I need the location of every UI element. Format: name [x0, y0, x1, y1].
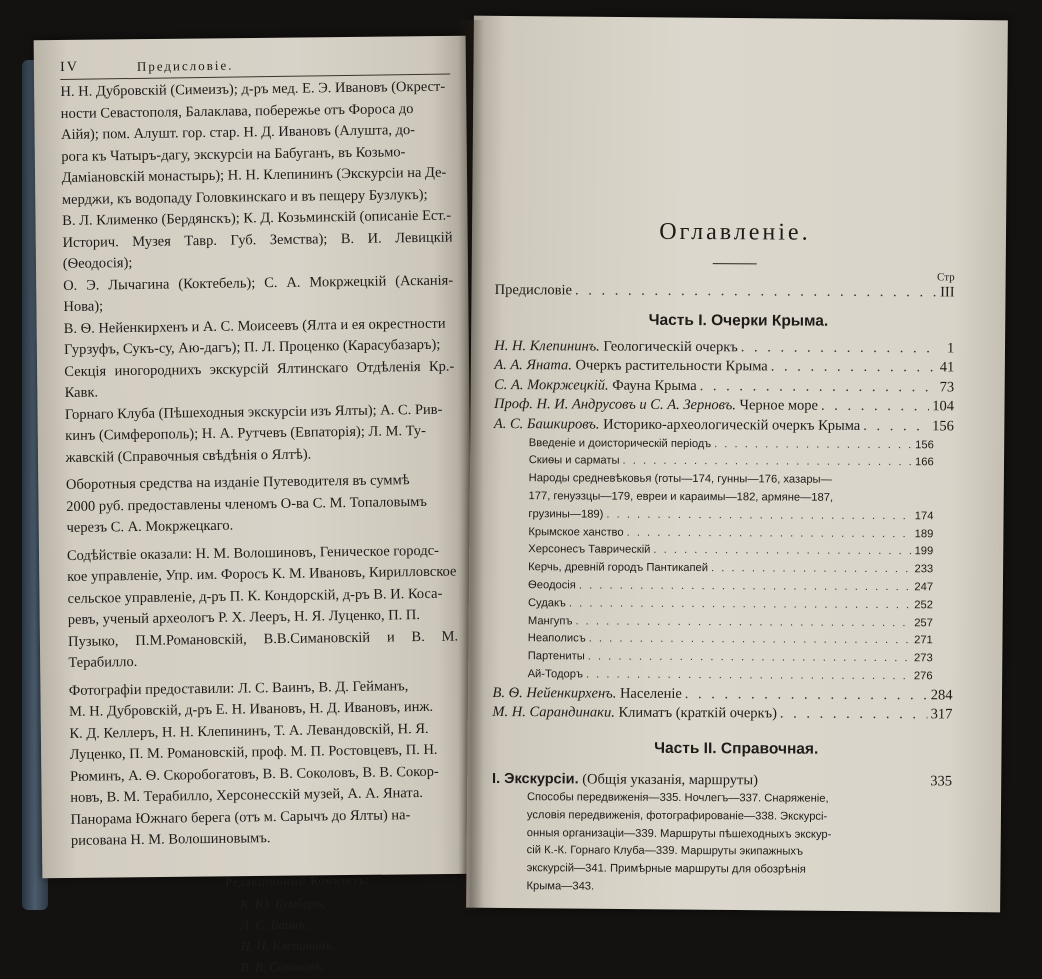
committee-member: В. В. Соколовъ.	[241, 953, 463, 977]
photos-line: новъ, В. М. Терабилло, Херсонесскій музей, А. А. Яната.	[70, 782, 460, 809]
preface-line: Секція иногороднихъ экскурсій Ялтинскаго Отдѣленія Кр.-Кавк.	[64, 356, 455, 404]
toc-entry[interactable]	[529, 435, 934, 455]
assistance-line: Пузыко, П.М.Романовскій, В.В.Симановскій и В. М. Терабилло.	[68, 626, 459, 674]
leader-dots	[741, 338, 938, 359]
toc-entry-title: Неаполисъ	[528, 633, 586, 645]
toc-entry-page: III	[940, 283, 955, 303]
toc-entry[interactable]	[528, 542, 933, 562]
preface-text	[60, 77, 461, 853]
funding-line: черезъ С. А. Мокржецкаго.	[66, 513, 456, 540]
toc-entry-author: В. Ѳ. Нейенкирхенъ.	[492, 685, 616, 702]
excursions-description-line: онныя организаціи—339. Маршруты пѣшеходныхъ экскур-	[527, 825, 952, 845]
toc-entry-page: 252	[914, 597, 933, 615]
toc-entry[interactable]	[529, 470, 934, 490]
leader-dots	[586, 666, 911, 685]
title-rule	[713, 263, 757, 264]
preface-line: Гурзуфъ, Сукъ-су, Аю-дагъ); П. Л. Проценко (Карасубазаръ);	[64, 335, 454, 362]
toc-entry-title: грузины—189)	[528, 508, 603, 520]
toc-entry-title: Очеркъ растительности Крыма	[576, 358, 768, 375]
preface-line: В. Л. Клименко (Бердянскъ); К. Д. Козьминскій (описаніе Ест.-	[62, 206, 452, 233]
toc-entries	[492, 684, 952, 726]
preface-line: Историч. Музея Тавр. Губ. Земства); В. И. Левицкій (Ѳеодосія);	[62, 227, 453, 275]
preface-line: В. Ѳ. Нейенкирхенъ и А. С. Моисеевъ (Ялта и ея окрестности	[64, 313, 454, 340]
toc-entry-title: Климатъ (краткій очеркъ)	[618, 705, 777, 722]
book-gutter	[458, 20, 484, 910]
toc-subentries	[528, 435, 934, 686]
toc-entry[interactable]	[529, 453, 934, 473]
preface-line: жавскій (Справочныя свѣдѣнія о Ялтѣ).	[65, 442, 455, 469]
photos-line: К. Д. Келлеръ, Н. Н. Клепининъ, Т. А. Левандовскій, Н. Я.	[69, 718, 459, 745]
toc-entry-page: 1	[940, 339, 954, 359]
toc-entry-page: 156	[932, 417, 954, 437]
toc-entry[interactable]	[528, 577, 933, 597]
photos-line: Рюминъ, А. Ѳ. Скоробогатовъ, В. В. Соколовъ, В. В. Сокор-	[70, 761, 460, 788]
excursions-label: I. Экскурсіи.	[492, 771, 579, 787]
committee-title: Редакціонный Комитетъ:	[225, 869, 461, 893]
photos-line: Фотографіи предоставили: Л. С. Ваинъ, В. Д. Гейманъ,	[69, 675, 459, 702]
assistance-line: кое управленіе, Упр. им. Форосъ К. М. Ивановъ, Кирилловское	[67, 562, 457, 589]
toc-entry[interactable]	[528, 559, 933, 579]
toc-entry-title: Керчь, древній городъ Пантикапей	[528, 561, 708, 574]
photos-line: Панорама Южнаго берега (отъ м. Сарычъ до Ялты) на-	[70, 804, 460, 831]
excursions-description-line: Способы передвиженія—335. Ночлегъ—337. Снаряженіе,	[527, 789, 952, 809]
preface-line: ности Севастополя, Балаклава, побережье отъ Фороса до	[61, 98, 451, 125]
toc-entry-page: 317	[931, 706, 953, 726]
leader-dots	[606, 506, 911, 525]
toc-entry-author: М. Н. Сарандинаки.	[492, 704, 615, 721]
excursions-description-line: экскурсій—341. Примѣрные маршруты для обозрѣнія	[527, 860, 952, 880]
preface-line: О. Э. Лычагина (Коктебель); С. А. Мокржецкій (Асканія-Нова);	[63, 270, 454, 318]
leader-dots	[575, 613, 911, 633]
toc-entry[interactable]	[528, 631, 933, 651]
leader-dots	[623, 453, 913, 472]
toc-entry-author: С. А. Мокржецкій.	[494, 377, 609, 394]
running-head	[60, 55, 450, 80]
table-of-contents	[491, 218, 955, 898]
leader-dots	[579, 577, 912, 597]
toc-entry[interactable]	[528, 595, 933, 615]
page-column-label: Стр	[495, 269, 955, 283]
left-page-content	[60, 55, 463, 979]
photos-line: рисована Н. М. Волошиновымъ.	[71, 825, 461, 852]
photos-line: М. Н. Дубровскій, д-ръ Е. Н. Ивановъ, Н. Д. Ивановъ, инж.	[69, 696, 459, 723]
assistance-line: Содѣйствіе оказали: Н. М. Волошиновъ, Геническое городс-	[67, 540, 457, 567]
toc-entry-preface[interactable]	[495, 281, 955, 303]
preface-line: Даміановскій монастырь); Н. Н. Клепининъ (Экскурсіи на Де-	[62, 163, 452, 190]
toc-entry[interactable]	[528, 648, 933, 668]
toc-entry-page: 335	[930, 771, 952, 791]
toc-entry-title: Черное море	[739, 398, 818, 414]
left-page-number: IV	[60, 60, 79, 76]
toc-entry-title: Историко-археологическій очеркъ Крыма	[603, 417, 860, 434]
preface-line: рога къ Чатыръ-дагу, экскурсіи на Бабуганъ, въ Козьмо-	[61, 141, 451, 168]
toc-entry[interactable]	[528, 488, 933, 508]
toc-entry[interactable]	[494, 376, 954, 398]
photos-line: Луценко, П. М. Романовскій, проф. М. П. Ростовцевъ, П. Н.	[70, 739, 460, 766]
part-heading: Часть I. Очерки Крыма.	[522, 311, 954, 331]
toc-entry[interactable]	[528, 506, 933, 526]
committee-member: Н. Н. Клепининъ,	[240, 932, 462, 956]
toc-entry-title: Населеніе	[620, 685, 682, 701]
preface-line: кинъ (Симферополь); Н. А. Рутчевъ (Евпаторія); Л. М. Ту-	[65, 421, 455, 448]
toc-entry-title: Фауна Крыма	[612, 377, 696, 393]
toc-entry-title: Судакъ	[528, 597, 566, 609]
toc-entry-page: 41	[940, 359, 955, 379]
leader-dots	[780, 705, 928, 725]
toc-entry[interactable]	[492, 684, 952, 706]
toc-entry-page: 156	[915, 437, 934, 455]
preface-line: Н. Н. Дубровскій (Симеизъ); д-ръ мед. Е. Э. Ивановъ (Окрест-	[60, 77, 450, 104]
leader-dots	[863, 417, 929, 437]
toc-entry-title: Ай-Тодоръ	[528, 668, 583, 680]
toc-entry-page: 104	[932, 398, 954, 418]
leader-dots	[821, 397, 929, 417]
leader-dots	[685, 685, 928, 706]
leader-dots	[588, 649, 911, 668]
toc-entry-page: 73	[940, 378, 955, 398]
leader-dots	[569, 595, 911, 615]
toc-entries	[494, 337, 955, 437]
preface-line: Аійя); пом. Алушт. гор. стар. Н. Д. Ивановъ (Алушта, до-	[61, 120, 451, 147]
running-head-title: Предисловіе.	[137, 58, 234, 75]
excursions-description-line: сій К.-К. Горнаго Клуба—339. Маршруты экипажныхъ	[527, 842, 952, 862]
toc-entry-title: Ѳеодосія	[528, 579, 576, 591]
leader-dots	[575, 281, 937, 302]
toc-entry-title: Народы средневѣковья (готы—174, гунны—176, хазары—	[529, 472, 832, 486]
toc-entry-page: 189	[915, 526, 934, 544]
toc-entry-author: Проф. Н. И. Андрусовъ и С. А. Зерновъ.	[494, 396, 736, 413]
toc-entry-title: 177, генуэзцы—179, евреи и караимы—182, армяне—187,	[529, 490, 834, 504]
toc-entry-page: 199	[915, 544, 934, 562]
toc-entry[interactable]	[494, 395, 954, 417]
funding-line: 2000 руб. предоставлены членомъ О-ва С. М. Топаловымъ	[66, 491, 456, 518]
toc-entry[interactable]	[494, 356, 954, 378]
toc-entry-title: Предисловіе	[495, 281, 572, 301]
toc-entry-title: Скиѳы и сарматы	[529, 455, 620, 467]
leader-dots	[700, 377, 937, 398]
excursions-description-line: условія передвиженія, фотографированіе—338. Экскурсі-	[527, 807, 952, 827]
toc-entry-page: 247	[914, 579, 933, 597]
toc-entry-title: Крымское ханство	[528, 526, 623, 538]
toc-entry-title: Херсонесъ Таврическій	[528, 544, 650, 557]
leader-dots	[653, 542, 911, 561]
committee-member: К. Ю. Бумберъ,	[240, 890, 462, 914]
leader-dots	[771, 358, 937, 378]
toc-entry-title: Геологическій очеркъ	[603, 338, 737, 355]
toc-entry-page: 284	[931, 686, 953, 706]
toc-entry[interactable]	[494, 337, 954, 359]
leader-dots	[627, 524, 912, 543]
funding-line: Оборотныя средства на изданіе Путеводителя въ суммѣ	[66, 470, 456, 497]
toc-entry-title: Введеніе и доисторическій періодъ	[529, 437, 711, 450]
toc-title: Оглавленіе.	[515, 218, 955, 247]
assistance-line: сельское управленіе, д-ръ П. К. Кондорскій, д-ръ В. И. Коса-	[67, 583, 457, 610]
preface-line: Горнаго Клуба (Пѣшеходныя экскурсіи изъ Ялты); А. С. Рив-	[65, 399, 455, 426]
toc-entry-author: А. С. Башкировъ.	[494, 416, 600, 433]
leader-dots	[714, 436, 912, 455]
toc-entry-page: 166	[915, 455, 934, 473]
toc-entry-excursions[interactable]	[491, 769, 952, 898]
leader-dots	[711, 560, 912, 579]
toc-entry[interactable]	[528, 613, 933, 633]
toc-entry-title: Мангупъ	[528, 615, 573, 627]
excursions-description-line: Крыма—343.	[526, 878, 951, 898]
part-heading: Часть II. Справочная.	[520, 739, 952, 759]
toc-entry[interactable]	[528, 524, 933, 544]
toc-entry-author: Н. Н. Клепининъ.	[494, 338, 600, 355]
toc-entry-page: 257	[914, 615, 933, 633]
excursions-description	[526, 789, 952, 898]
toc-entry[interactable]	[492, 703, 952, 725]
toc-entry-page: 174	[915, 508, 934, 526]
toc-entry-title: Партениты	[528, 650, 585, 662]
preface-line: мерджи, къ водопаду Головкинскаго и въ пещеру Бузлукъ);	[62, 184, 452, 211]
editorial-committee	[239, 869, 462, 977]
excursions-subtitle: (Общія указанія, маршруты)	[582, 771, 758, 788]
toc-entry[interactable]	[494, 415, 954, 437]
toc-entry-author: А. А. Яната.	[494, 357, 572, 373]
committee-member: Л. С. Ваинъ,	[240, 911, 462, 935]
leader-dots	[589, 631, 911, 650]
assistance-line: ревъ, ученый археологъ Р. Х. Лееръ, Н. Я. Луценко, П. П.	[68, 605, 458, 632]
toc-entry-page: 233	[914, 561, 933, 579]
toc-entry-page: 271	[914, 633, 933, 651]
toc-entry-page: 276	[914, 668, 933, 686]
toc-entry[interactable]	[528, 666, 933, 686]
toc-entry-page: 273	[914, 650, 933, 668]
